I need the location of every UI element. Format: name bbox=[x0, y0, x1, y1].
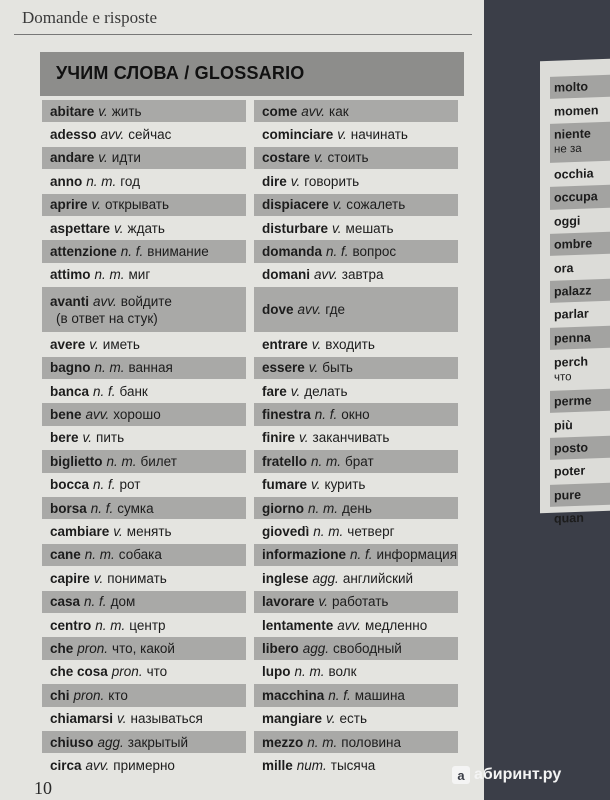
entry-word: costare bbox=[262, 150, 311, 166]
glossary-entry bbox=[254, 708, 458, 730]
glossary-entry bbox=[42, 380, 246, 402]
entry-part-of-speech: n. m. bbox=[84, 547, 115, 563]
entry-part-of-speech: agg. bbox=[312, 570, 339, 586]
glossary-entry bbox=[42, 520, 246, 542]
entry-part-of-speech: v. bbox=[299, 430, 309, 446]
entry-word: bocca bbox=[50, 477, 90, 493]
facing-entry-word: oggi bbox=[554, 213, 581, 229]
entry-part-of-speech: v. bbox=[98, 150, 108, 166]
entry-translation: информация bbox=[376, 547, 458, 563]
glossary-entry bbox=[42, 287, 246, 332]
glossary-entry bbox=[254, 147, 458, 169]
entry-word: domani bbox=[262, 267, 311, 283]
running-head: Domande e risposte bbox=[22, 8, 158, 27]
entry-translation: год bbox=[120, 173, 140, 189]
entry-translation: где bbox=[325, 302, 345, 318]
glossary-entry bbox=[254, 684, 458, 706]
entry-word: biglietto bbox=[50, 453, 103, 469]
entry-word: come bbox=[262, 103, 298, 119]
watermark bbox=[452, 766, 561, 784]
entry-part-of-speech: agg. bbox=[302, 641, 330, 657]
entry-part-of-speech: v. bbox=[89, 336, 99, 352]
entry-word: chi bbox=[50, 687, 70, 703]
entry-translation: билет bbox=[140, 453, 177, 469]
facing-entry bbox=[550, 412, 610, 436]
entry-part-of-speech: avv. bbox=[85, 758, 110, 774]
entry-word: mangiare bbox=[262, 711, 323, 727]
entry-translation: мешать bbox=[345, 220, 394, 236]
glossary-entry bbox=[42, 147, 246, 169]
entry-translation: четверг bbox=[347, 524, 395, 540]
entry-translation: собака bbox=[118, 547, 162, 563]
entry-translation: пить bbox=[96, 430, 125, 446]
facing-entry-word: più bbox=[554, 417, 573, 433]
entry-word: finire bbox=[262, 430, 296, 446]
entry-translation-note: (в ответ на стук) bbox=[56, 310, 158, 326]
facing-entry-sub: не за bbox=[554, 143, 582, 157]
entry-word: mille bbox=[262, 758, 293, 774]
glossary-entry bbox=[42, 497, 246, 519]
entry-translation: сожалеть bbox=[346, 197, 406, 213]
facing-entry-word: occupa bbox=[554, 189, 598, 206]
entry-word: fare bbox=[262, 383, 287, 399]
entry-translation: называться bbox=[130, 711, 203, 727]
glossary-header-band bbox=[40, 52, 464, 96]
entry-translation: свободный bbox=[333, 641, 402, 657]
entry-part-of-speech: n. f. bbox=[328, 687, 351, 703]
entry-word: capire bbox=[50, 570, 90, 586]
facing-entry bbox=[550, 349, 610, 390]
entry-word: borsa bbox=[50, 500, 87, 516]
glossary-entry bbox=[42, 357, 246, 379]
entry-word: dire bbox=[262, 173, 287, 189]
entry-translation: ждать bbox=[127, 220, 165, 236]
facing-entry bbox=[550, 506, 610, 530]
entry-word: lavorare bbox=[262, 594, 315, 610]
entry-translation: стоить bbox=[327, 150, 369, 166]
facing-entry bbox=[550, 302, 610, 326]
entry-word: mezzo bbox=[262, 734, 304, 750]
glossary-entry bbox=[254, 194, 458, 216]
entry-part-of-speech: n. m. bbox=[106, 453, 137, 469]
glossary-entry bbox=[42, 684, 246, 706]
entry-word: che bbox=[50, 641, 74, 657]
facing-entry bbox=[550, 162, 610, 186]
entry-part-of-speech: v. bbox=[311, 477, 321, 493]
entry-word: chiuso bbox=[50, 734, 94, 750]
entry-translation: войдите bbox=[120, 293, 172, 309]
entry-translation: входить bbox=[325, 336, 375, 352]
glossary-entry bbox=[254, 497, 458, 519]
entry-word: cambiare bbox=[50, 524, 110, 540]
glossary-entry bbox=[42, 194, 246, 216]
entry-part-of-speech: v. bbox=[332, 220, 342, 236]
facing-entry-word: niente bbox=[554, 126, 591, 143]
facing-entry bbox=[550, 279, 610, 303]
entry-word: disturbare bbox=[262, 220, 329, 236]
entry-part-of-speech: v. bbox=[337, 127, 347, 143]
glossary-entry bbox=[254, 754, 458, 776]
entry-part-of-speech: v. bbox=[98, 103, 108, 119]
labirint-logo-icon: a bbox=[452, 766, 470, 784]
entry-part-of-speech: avv. bbox=[297, 302, 322, 318]
entry-translation: окно bbox=[341, 407, 370, 423]
entry-part-of-speech: avv. bbox=[100, 127, 125, 143]
entry-word: casa bbox=[50, 594, 81, 610]
entry-translation: банк bbox=[119, 383, 148, 399]
glossary-entry bbox=[254, 357, 458, 379]
entry-part-of-speech: pron. bbox=[73, 687, 105, 703]
entry-word: bagno bbox=[50, 360, 91, 376]
entry-part-of-speech: avv. bbox=[301, 103, 326, 119]
entry-translation: ванная bbox=[128, 360, 173, 376]
entry-part-of-speech: v. bbox=[114, 220, 124, 236]
entry-word: attenzione bbox=[50, 244, 117, 260]
glossary-entry bbox=[42, 100, 246, 122]
entry-translation: быть bbox=[322, 360, 353, 376]
entry-translation: английский bbox=[342, 570, 414, 586]
entry-translation: курить bbox=[324, 477, 366, 493]
entry-word: avere bbox=[50, 336, 86, 352]
entry-word: giorno bbox=[262, 500, 304, 516]
facing-entry-word: ora bbox=[554, 260, 574, 276]
entry-part-of-speech: v. bbox=[91, 197, 102, 213]
entry-part-of-speech: v. bbox=[93, 570, 104, 586]
glossary-entry bbox=[254, 380, 458, 402]
glossary-entry bbox=[42, 240, 246, 262]
entry-translation: брат bbox=[345, 453, 374, 469]
entry-word: anno bbox=[50, 173, 83, 189]
glossary-entry bbox=[42, 591, 246, 613]
facing-page-column bbox=[550, 75, 610, 526]
entry-translation: тысяча bbox=[330, 758, 376, 774]
entry-part-of-speech: n. m. bbox=[311, 453, 342, 469]
glossary-entry bbox=[254, 731, 458, 753]
header-rule bbox=[14, 34, 472, 35]
entry-word: macchina bbox=[262, 687, 325, 703]
glossary-entry bbox=[254, 403, 458, 425]
glossary-entry bbox=[42, 474, 246, 496]
facing-entry-word: perme bbox=[554, 393, 592, 409]
entry-part-of-speech: num. bbox=[296, 758, 327, 774]
entry-translation: миг bbox=[128, 267, 151, 283]
glossary-entry bbox=[42, 427, 246, 449]
glossary-entry bbox=[254, 637, 458, 659]
entry-translation: дом bbox=[110, 594, 136, 610]
entry-part-of-speech: n. f. bbox=[350, 547, 373, 563]
entry-word: lentamente bbox=[262, 617, 334, 633]
entry-translation: вопрос bbox=[352, 244, 397, 260]
entry-translation: начинать bbox=[350, 127, 408, 143]
entry-translation: сейчас bbox=[128, 127, 172, 143]
facing-entry bbox=[550, 459, 610, 483]
entry-word: bene bbox=[50, 407, 82, 423]
facing-entry-word: perch bbox=[554, 354, 589, 370]
glossary-entry bbox=[42, 450, 246, 472]
facing-page bbox=[540, 59, 610, 526]
entry-part-of-speech: v. bbox=[117, 711, 127, 727]
glossary-entry bbox=[254, 567, 458, 589]
glossary-entry bbox=[42, 661, 246, 683]
entry-word: libero bbox=[262, 641, 299, 657]
entry-translation: что bbox=[146, 664, 168, 680]
entry-word: informazione bbox=[262, 547, 347, 563]
glossary-entry bbox=[42, 567, 246, 589]
glossary-entry bbox=[254, 170, 458, 192]
facing-entry bbox=[550, 232, 610, 256]
facing-entry-word: poter bbox=[554, 464, 586, 480]
entry-part-of-speech: v. bbox=[311, 336, 322, 352]
entry-translation: кто bbox=[108, 687, 128, 703]
entry-part-of-speech: v. bbox=[314, 150, 324, 166]
entry-translation: медленно bbox=[365, 617, 428, 633]
entry-word: essere bbox=[262, 360, 305, 376]
glossary-entry bbox=[254, 287, 458, 332]
facing-entry bbox=[550, 185, 610, 209]
entry-word: che cosa bbox=[50, 664, 108, 680]
entry-translation: жить bbox=[111, 103, 142, 119]
entry-translation: день bbox=[342, 500, 372, 516]
entry-translation: рот bbox=[119, 477, 141, 493]
entry-part-of-speech: n. m. bbox=[307, 734, 338, 750]
entry-part-of-speech: v. bbox=[290, 383, 301, 399]
entry-part-of-speech: n. f. bbox=[84, 594, 107, 610]
entry-word: cane bbox=[50, 547, 81, 563]
glossary-entry bbox=[254, 450, 458, 472]
facing-entry bbox=[550, 436, 610, 460]
entry-translation: завтра bbox=[341, 267, 384, 283]
facing-entry bbox=[550, 75, 610, 99]
glossary-entry bbox=[254, 264, 458, 286]
entry-first-line bbox=[50, 293, 172, 310]
facing-entry-word: palazz bbox=[554, 283, 592, 299]
glossary-entry bbox=[42, 754, 246, 776]
entry-part-of-speech: n. m. bbox=[94, 360, 125, 376]
facing-entry-word: posto bbox=[554, 440, 589, 456]
entry-translation: как bbox=[329, 103, 349, 119]
glossary-entry bbox=[42, 731, 246, 753]
facing-entry-word: molto bbox=[554, 79, 589, 95]
glossary-entry bbox=[254, 474, 458, 496]
glossary-entry bbox=[254, 100, 458, 122]
entry-word: inglese bbox=[262, 570, 309, 586]
entry-part-of-speech: v. bbox=[318, 594, 329, 610]
entry-part-of-speech: v. bbox=[332, 197, 343, 213]
glossary-entry bbox=[254, 544, 458, 566]
entry-translation: закрытый bbox=[127, 734, 189, 750]
facing-entry bbox=[550, 389, 610, 413]
entry-part-of-speech: v. bbox=[308, 360, 319, 376]
entry-part-of-speech: agg. bbox=[97, 734, 124, 750]
entry-word: fumare bbox=[262, 477, 308, 493]
entry-part-of-speech: avv. bbox=[337, 617, 362, 633]
entry-word: centro bbox=[50, 617, 92, 633]
facing-entry bbox=[550, 208, 610, 232]
glossary-entry bbox=[42, 403, 246, 425]
entry-word: aspettare bbox=[50, 220, 111, 236]
entry-part-of-speech: n. f. bbox=[93, 477, 116, 493]
entry-translation: сумка bbox=[117, 500, 154, 516]
entry-part-of-speech: v. bbox=[113, 524, 123, 540]
facing-entry bbox=[550, 122, 610, 163]
entry-word: banca bbox=[50, 383, 90, 399]
entry-word: lupo bbox=[262, 664, 291, 680]
entry-part-of-speech: n. f. bbox=[120, 244, 144, 260]
entry-translation: что, какой bbox=[112, 641, 175, 657]
facing-entry-word: occhia bbox=[554, 166, 594, 182]
entry-part-of-speech: avv. bbox=[85, 407, 110, 423]
entry-translation: половина bbox=[341, 734, 402, 750]
entry-part-of-speech: avv. bbox=[93, 293, 117, 309]
entry-part-of-speech: n. m. bbox=[86, 173, 117, 189]
entry-translation: иметь bbox=[102, 336, 140, 352]
glossary-entry bbox=[254, 591, 458, 613]
glossary-entry bbox=[42, 333, 246, 355]
entry-part-of-speech: pron. bbox=[111, 664, 143, 680]
facing-entry-word: parlar bbox=[554, 306, 589, 323]
facing-entry-word: pure bbox=[554, 487, 582, 503]
entry-word: dove bbox=[262, 302, 294, 318]
entry-part-of-speech: v. bbox=[290, 173, 301, 189]
entry-word: cominciare bbox=[262, 127, 334, 143]
glossary-entry bbox=[254, 240, 458, 262]
entry-word: bere bbox=[50, 430, 79, 446]
facing-entry-word: ombre bbox=[554, 236, 593, 252]
entry-translation: внимание bbox=[147, 244, 209, 260]
entry-part-of-speech: pron. bbox=[77, 641, 109, 657]
entry-word: fratello bbox=[262, 453, 308, 469]
page-number: 10 bbox=[34, 778, 52, 798]
entry-part-of-speech: n. f. bbox=[93, 383, 116, 399]
glossary-entry bbox=[254, 217, 458, 239]
glossary-entry bbox=[42, 264, 246, 286]
entry-part-of-speech: n. m. bbox=[308, 500, 339, 516]
glossary-entry bbox=[254, 427, 458, 449]
entry-part-of-speech: n. f. bbox=[326, 244, 349, 260]
entry-translation: понимать bbox=[107, 570, 167, 586]
entry-part-of-speech: avv. bbox=[314, 267, 338, 283]
glossary-entry bbox=[42, 123, 246, 145]
entry-translation: машина bbox=[354, 687, 405, 703]
entry-word: domanda bbox=[262, 244, 323, 260]
entry-translation: работать bbox=[332, 594, 389, 610]
entry-word: dispiacere bbox=[262, 197, 329, 213]
glossary-entry bbox=[42, 708, 246, 730]
glossary-entry bbox=[254, 333, 458, 355]
entry-translation: открывать bbox=[105, 197, 169, 213]
glossary-entry bbox=[254, 520, 458, 542]
entry-word: aprire bbox=[50, 197, 88, 213]
entry-part-of-speech: v. bbox=[326, 711, 336, 727]
entry-word: attimo bbox=[50, 267, 91, 283]
entry-translation: волк bbox=[328, 664, 357, 680]
entry-translation: делать bbox=[304, 383, 348, 399]
entry-part-of-speech: n. m. bbox=[294, 664, 325, 680]
glossary-entry bbox=[42, 614, 246, 636]
entry-word: chiamarsi bbox=[50, 711, 114, 727]
glossary-entry bbox=[42, 637, 246, 659]
facing-entry-word: quan bbox=[554, 510, 584, 526]
entry-word: avanti bbox=[50, 293, 90, 309]
entry-word: circa bbox=[50, 758, 82, 774]
facing-entry bbox=[550, 325, 610, 349]
facing-entry-sub: что bbox=[554, 370, 572, 384]
entry-translation: говорить bbox=[304, 173, 360, 189]
facing-entry bbox=[550, 482, 610, 506]
glossary-title: УЧИМ СЛОВА / GLOSSARIO bbox=[56, 63, 305, 83]
entry-translation: есть bbox=[339, 711, 368, 727]
entry-word: andare bbox=[50, 150, 95, 166]
entry-translation: хорошо bbox=[113, 407, 161, 423]
entry-translation: идти bbox=[111, 150, 141, 166]
entry-word: entrare bbox=[262, 336, 308, 352]
entry-part-of-speech: n. f. bbox=[314, 407, 338, 423]
entry-word: adesso bbox=[50, 127, 97, 143]
glossary-entry bbox=[254, 661, 458, 683]
entry-word: giovedì bbox=[262, 524, 310, 540]
facing-entry-word: penna bbox=[554, 330, 591, 346]
entry-part-of-speech: n. m. bbox=[95, 617, 126, 633]
watermark-text: абиринт.ру bbox=[474, 766, 562, 783]
facing-entry-word: momen bbox=[554, 102, 599, 119]
glossary-entry bbox=[42, 544, 246, 566]
glossary-entry bbox=[254, 614, 458, 636]
entry-word: abitare bbox=[50, 103, 95, 119]
entry-translation: заканчивать bbox=[312, 430, 390, 446]
entry-translation: примерно bbox=[113, 758, 175, 774]
entry-part-of-speech: n. m. bbox=[94, 267, 125, 283]
entry-translation: менять bbox=[126, 524, 172, 540]
glossary-entry bbox=[42, 170, 246, 192]
facing-entry bbox=[550, 255, 610, 279]
facing-entry bbox=[550, 98, 610, 122]
entry-part-of-speech: n. m. bbox=[313, 524, 344, 540]
glossary-entry bbox=[254, 123, 458, 145]
glossary-entry bbox=[42, 217, 246, 239]
entry-part-of-speech: v. bbox=[82, 430, 93, 446]
entry-part-of-speech: n. f. bbox=[90, 500, 114, 516]
entry-word: finestra bbox=[262, 407, 311, 423]
entry-translation: центр bbox=[129, 617, 166, 633]
